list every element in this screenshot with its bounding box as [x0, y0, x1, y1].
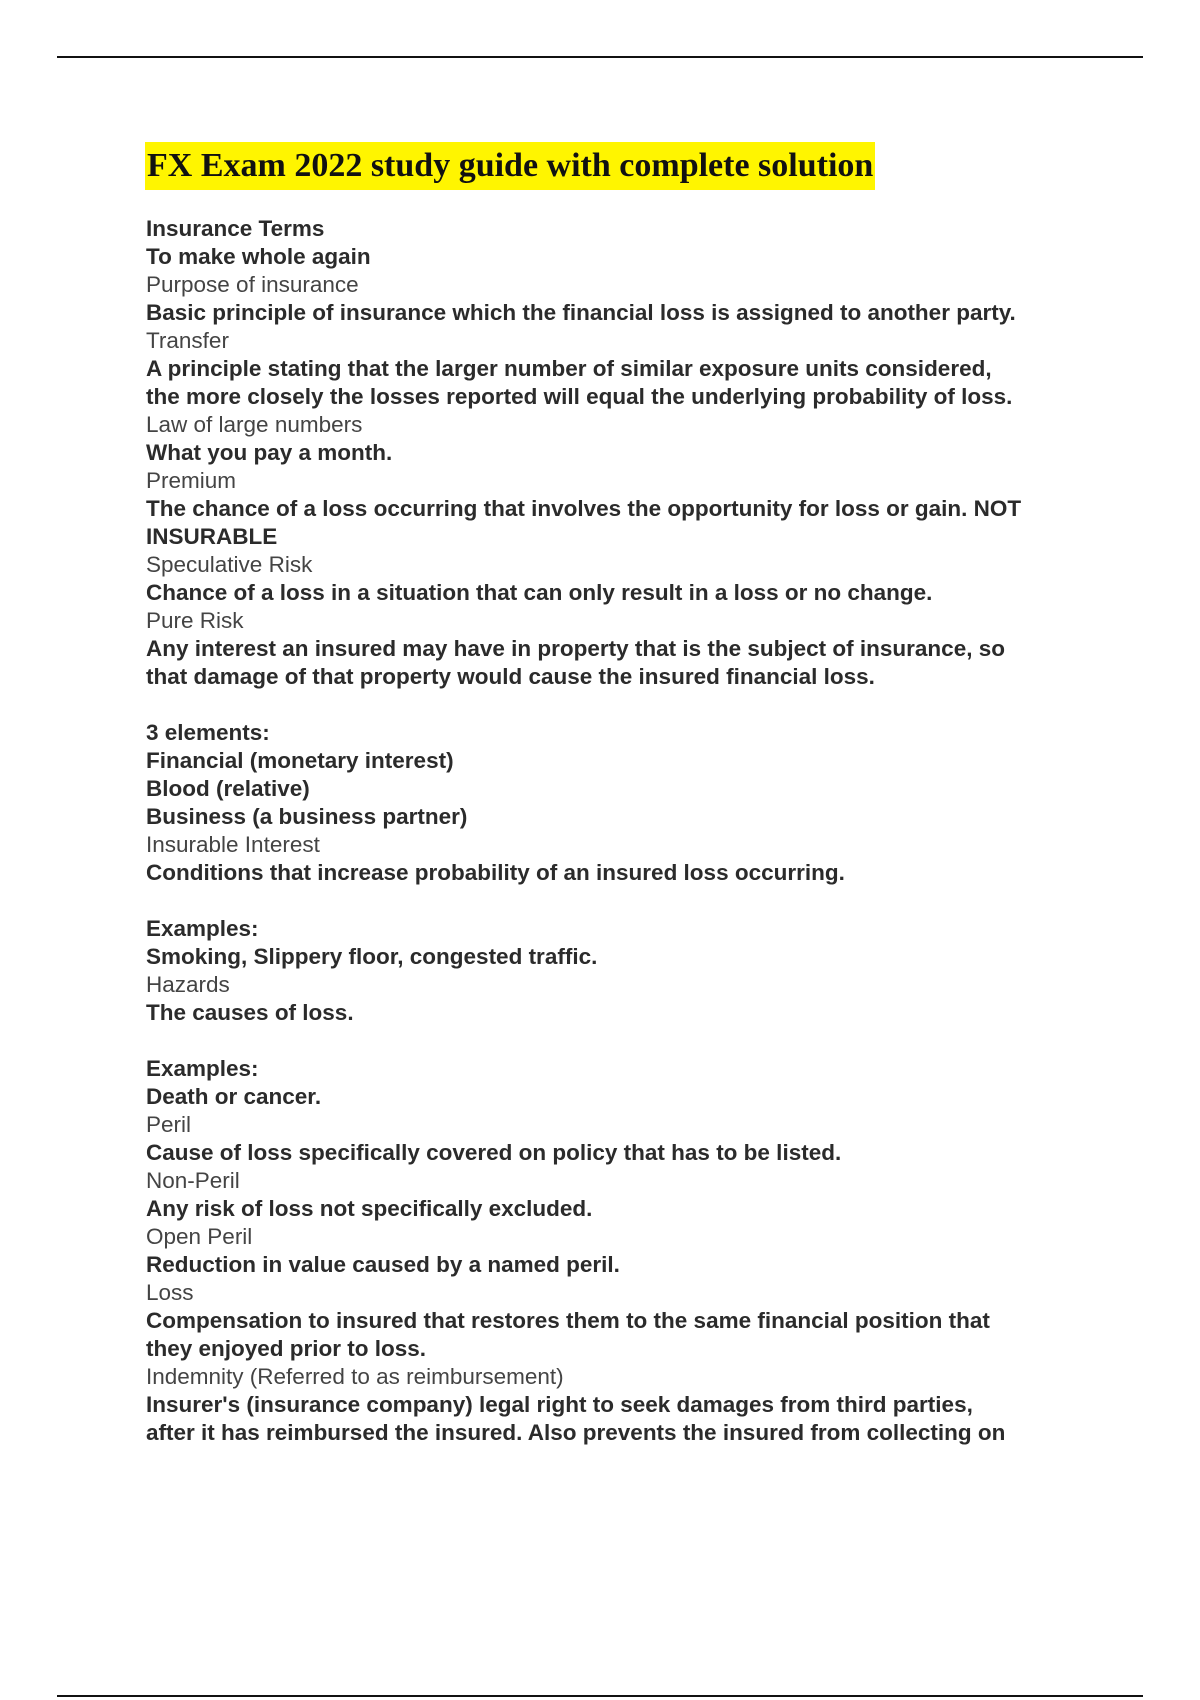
- question-line: 3 elements:: [146, 720, 270, 745]
- answer-line: Purpose of insurance: [146, 272, 359, 297]
- top-rule: [57, 56, 1143, 58]
- answer-line: Indemnity (Referred to as reimbursement): [146, 1364, 564, 1389]
- answer-line: Speculative Risk: [146, 552, 313, 577]
- answer-line: Loss: [146, 1280, 194, 1305]
- question-line: Any risk of loss not specifically excluded.: [146, 1196, 593, 1221]
- question-line: Smoking, Slippery floor, congested traffic.: [146, 944, 598, 969]
- answer-line: Hazards: [146, 972, 230, 997]
- paragraph-gap: [146, 1027, 1106, 1055]
- question-line: The causes of loss.: [146, 1000, 354, 1025]
- question-line: Insurer's (insurance company) legal right to seek damages from third parties,: [146, 1392, 973, 1417]
- answer-line: Premium: [146, 468, 237, 493]
- question-line: Business (a business partner): [146, 804, 468, 829]
- paragraph-gap: [146, 887, 1106, 915]
- answer-line: Open Peril: [146, 1224, 253, 1249]
- question-line: The chance of a loss occurring that involves the opportunity for loss or gain. NOT: [146, 496, 1022, 521]
- question-line: Examples:: [146, 1056, 259, 1081]
- question-line: What you pay a month.: [146, 440, 393, 465]
- question-line: To make whole again: [146, 244, 371, 269]
- answer-line: Pure Risk: [146, 608, 244, 633]
- answer-line: Transfer: [146, 328, 229, 353]
- question-line: Death or cancer.: [146, 1084, 322, 1109]
- answer-line: Peril: [146, 1112, 192, 1137]
- bottom-rule: [57, 1695, 1143, 1697]
- question-line: Reduction in value caused by a named peril.: [146, 1252, 620, 1277]
- question-line: that damage of that property would cause the insured financial loss.: [146, 664, 875, 689]
- question-line: Cause of loss specifically covered on policy that has to be listed.: [146, 1140, 842, 1165]
- question-line: Chance of a loss in a situation that can only result in a loss or no change.: [146, 580, 933, 605]
- question-line: the more closely the losses reported will equal the underlying probability of loss.: [146, 384, 1013, 409]
- question-line: Compensation to insured that restores them to the same financial position that: [146, 1308, 990, 1333]
- question-line: Blood (relative): [146, 776, 310, 801]
- question-line: after it has reimbursed the insured. Also prevents the insured from collecting on: [146, 1420, 1006, 1445]
- document-body: [146, 215, 1106, 1447]
- question-line: Insurance Terms: [146, 216, 325, 241]
- paragraph-gap: [146, 691, 1106, 719]
- question-line: Financial (monetary interest): [146, 748, 454, 773]
- answer-line: Insurable Interest: [146, 832, 320, 857]
- question-line: A principle stating that the larger number of similar exposure units considered,: [146, 356, 992, 381]
- question-line: Examples:: [146, 916, 259, 941]
- question-line: Conditions that increase probability of an insured loss occurring.: [146, 860, 845, 885]
- question-line: INSURABLE: [146, 524, 278, 549]
- answer-line: Non-Peril: [146, 1168, 240, 1193]
- question-line: Basic principle of insurance which the financial loss is assigned to another party.: [146, 300, 1016, 325]
- question-line: they enjoyed prior to loss.: [146, 1336, 427, 1361]
- question-line: Any interest an insured may have in property that is the subject of insurance, so: [146, 636, 1005, 661]
- answer-line: Law of large numbers: [146, 412, 363, 437]
- document-title: FX Exam 2022 study guide with complete solution: [145, 142, 875, 190]
